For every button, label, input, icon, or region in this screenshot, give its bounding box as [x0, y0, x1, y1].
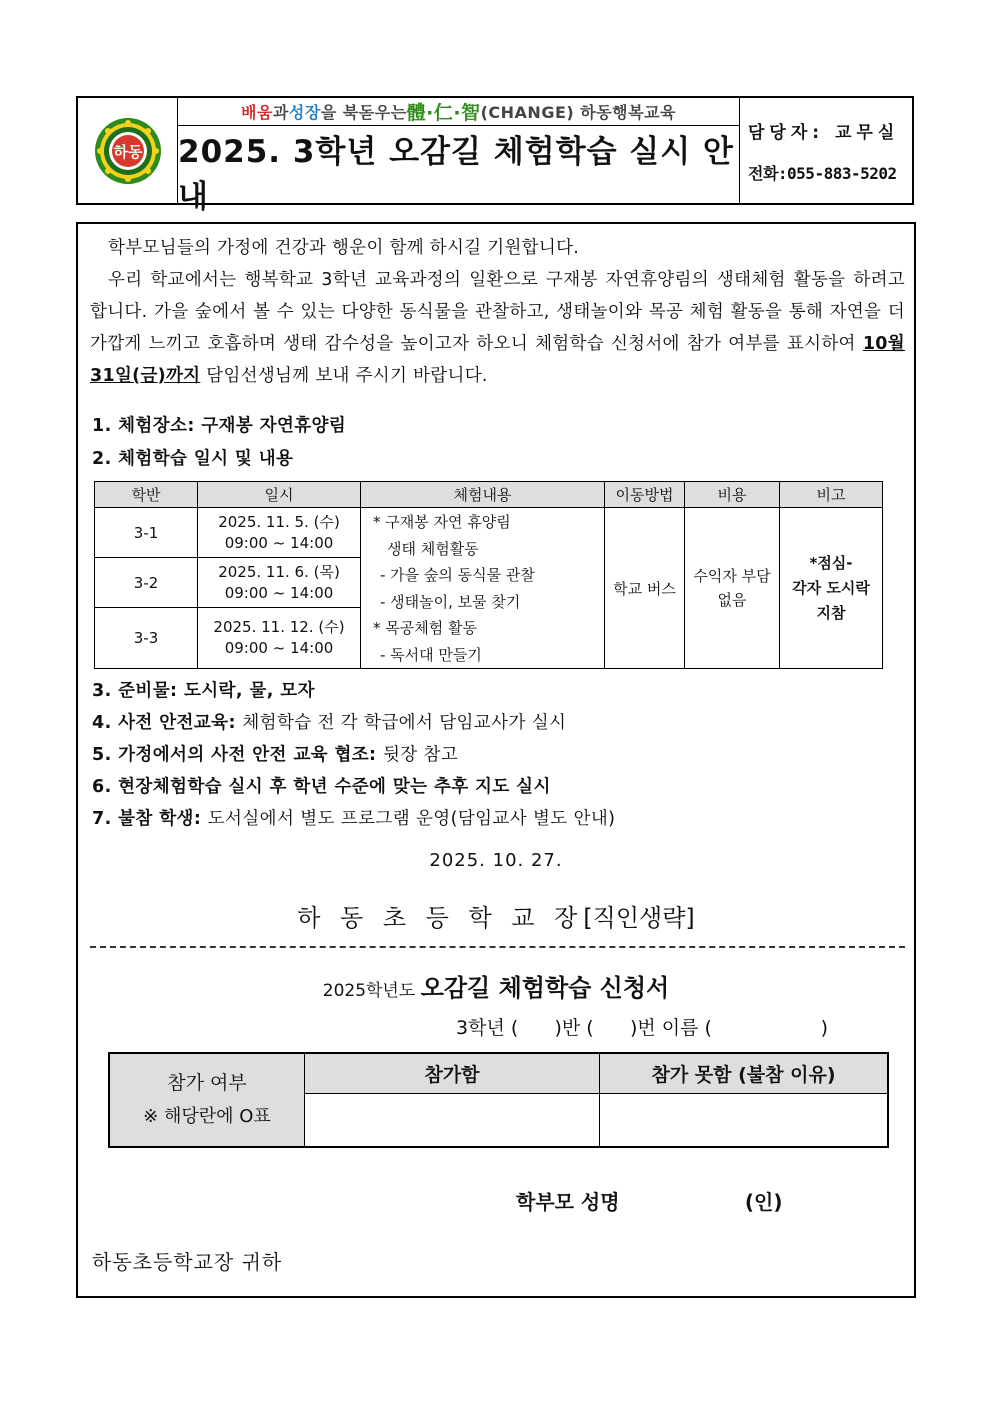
application-title [78, 968, 914, 1003]
absent-reason-cell[interactable] [600, 1093, 889, 1147]
header-cost: 비용 [685, 482, 780, 508]
header-date: 일시 [198, 482, 361, 508]
header-note: 비고 [780, 482, 883, 508]
document-header [76, 96, 914, 215]
manager-label: 담당자: 교무실 [748, 122, 900, 143]
item-7-label: 7. 불참 학생: [92, 809, 208, 829]
attend-mark-cell[interactable] [305, 1093, 600, 1147]
school-emblem-icon [94, 117, 162, 185]
content-line: - 가을 숲의 동식물 관찰 [380, 566, 535, 584]
slogan-part5: 體·仁·智 [406, 102, 481, 124]
item-2 [92, 445, 293, 470]
item-5 [92, 741, 458, 766]
intro-line1: 학부모님들의 가정에 건강과 행운이 함께 하시길 기원합니다. [108, 238, 580, 258]
item-6-label: 6. 현장체험학습 실시 후 학년 수준에 맞는 추후 지도 실시 [92, 777, 551, 797]
row-datetime: 2025. 11. 6. (목) 09:00 ~ 14:00 [198, 558, 361, 608]
slogan-part4: 을 북돋우는 [320, 103, 407, 122]
schedule-header-row [95, 482, 883, 508]
phone-label: 전화:055-883-5202 [748, 163, 897, 183]
application-year: 2025학년도 [322, 981, 421, 1001]
header-class: 학반 [95, 482, 198, 508]
attend-header: 참가함 [305, 1053, 600, 1093]
row-datetime: 2025. 11. 12. (수) 09:00 ~ 14:00 [198, 608, 361, 669]
item-7-value: 도서실에서 별도 프로그램 운영(담임교사 별도 안내) [207, 809, 616, 829]
item-7 [92, 805, 615, 830]
deadline: 10월 31일(금)까지 [90, 334, 905, 386]
item-3-value: 도시락, 물, 모자 [183, 681, 315, 701]
principal-line [78, 898, 914, 933]
issue-date: 2025. 10. 27. [429, 850, 563, 871]
principal-name: 하 동 초 등 학 교 장 [297, 904, 584, 932]
item-1 [92, 412, 346, 437]
row-datetime: 2025. 11. 5. (수) 09:00 ~ 14:00 [198, 508, 361, 558]
document-body [76, 222, 916, 1298]
page-title: 2025. 3학년 오감길 체험학습 실시 안내 [178, 134, 734, 215]
slogan [178, 98, 739, 126]
content-line: - 생태놀이, 보물 찾기 [380, 592, 521, 611]
content-line: * 목공체험 활동 [373, 619, 477, 637]
slogan-part2: 과 [272, 103, 289, 122]
intro-para2-b: 담임선생님께 보내 주시기 바랍니다. [200, 366, 488, 386]
item-4-label: 4. 사전 안전교육: [92, 713, 243, 733]
row-class: 3-3 [95, 608, 198, 669]
contact-cell [740, 98, 912, 203]
item-1-label: 1. 체험장소: [92, 416, 202, 436]
item-3-label: 3. 준비물: [92, 681, 184, 701]
item-4-value: 체험학습 전 각 학급에서 담임교사가 실시 [242, 713, 567, 733]
slogan-part3: 성장 [288, 103, 321, 122]
title-cell [178, 98, 740, 215]
item-3 [92, 677, 315, 702]
header-content: 체험내용 [361, 482, 605, 508]
table-row [95, 508, 883, 558]
application-title-text: 오감길 체험학습 신청서 [420, 974, 670, 1002]
participation-label: 참가 여부 [167, 1072, 247, 1094]
participation-label-cell [109, 1053, 305, 1147]
intro-para2-a: 우리 학교에서는 행복학교 3학년 교육과정의 일환으로 구재봉 자연휴양림의 생태체험 활동을 하려고 합니다. 가을 숲에서 볼 수 있는 다양한 동식물을 관찰하고, 생태놀이와 목공 체험 활동을 통해 자연을 더 가깝게 느끼고 호흡하며 생태 감수성을 높이고자 하오니 체험학습 신청서에 참가 여부를 표시하여 [90, 270, 905, 354]
schedule-table [94, 481, 883, 669]
transport-cell: 학교 버스 [605, 508, 685, 669]
row-class: 3-2 [95, 558, 198, 608]
item-6 [92, 773, 551, 798]
slogan-part6: (CHANGE) 하동행복교육 [480, 103, 676, 122]
seal-note: [직인생략] [583, 904, 695, 932]
header-transport: 이동방법 [605, 482, 685, 508]
content-cell [361, 508, 605, 669]
logo-text: 하동 [113, 142, 142, 161]
item-1-value: 구재봉 자연휴양림 [201, 416, 347, 436]
grade-class-name-line[interactable]: 3학년 ( )반 ( )번 이름 ( ) [456, 1017, 829, 1039]
participation-note: ※ 해당란에 O표 [143, 1106, 271, 1127]
content-line: - 독서대 만들기 [380, 645, 482, 664]
content-line: 생태 체험활동 [387, 539, 479, 558]
absent-header: 참가 못함 (불참 이유) [600, 1053, 889, 1093]
intro-text [90, 232, 905, 392]
row-class: 3-1 [95, 508, 198, 558]
cut-line [90, 946, 905, 948]
item-4 [92, 709, 566, 734]
parent-signature[interactable]: 학부모 성명 (인) [516, 1190, 783, 1214]
item-5-value: 뒷장 참고 [382, 745, 459, 765]
intro-para2 [90, 264, 905, 392]
slogan-part1: 배움 [240, 103, 273, 122]
cost-cell: 수익자 부담 없음 [685, 508, 780, 669]
addressee: 하동초등학교장 귀하 [92, 1250, 283, 1274]
item-5-label: 5. 가정에서의 사전 안전 교육 협조: [92, 745, 383, 765]
note-cell: *점심- 각자 도시락 지참 [780, 508, 883, 669]
item-2-label: 2. 체험학습 일시 및 내용 [92, 449, 294, 469]
participation-table [108, 1052, 889, 1148]
content-line: * 구재봉 자연 휴양림 [373, 513, 511, 531]
logo-cell [78, 98, 178, 203]
